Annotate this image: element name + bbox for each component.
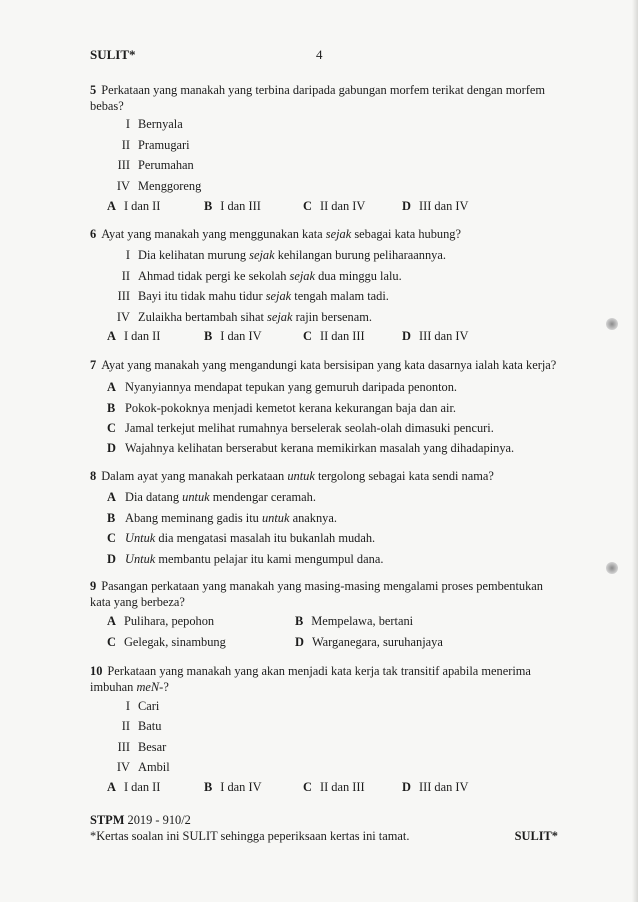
- q5-item: II Pramugari: [121, 138, 190, 152]
- option-d[interactable]: D III dan IV: [402, 780, 469, 794]
- q9-options-row2: [107, 635, 559, 651]
- page-number: 4: [316, 47, 323, 62]
- q5-item: IV Menggoreng: [116, 179, 202, 193]
- footer-sulit: SULIT*: [514, 829, 558, 843]
- q7-option-c[interactable]: C Jamal terkejut melihat rumahnya berselerak seolah-olah dimasuki pencuri.: [107, 421, 494, 435]
- question-8: 8 Dalam ayat yang manakah perkataan untuk tergolong sebagai kata sendi nama?: [90, 469, 494, 483]
- option-c[interactable]: C Gelegak, sinambung: [107, 635, 226, 649]
- option-c[interactable]: C II dan III: [303, 780, 365, 794]
- q7-option-b[interactable]: B Pokok-pokoknya menjadi kemetot kerana kekurangan baja dan air.: [107, 401, 456, 415]
- page-header: [90, 47, 560, 65]
- question-number: 5: [90, 83, 97, 97]
- q8-option-b[interactable]: B Abang meminang gadis itu untuk anaknya.: [107, 511, 337, 525]
- q10-options: [107, 780, 559, 796]
- q5-item: I Bernyala: [125, 117, 183, 131]
- question-5: [90, 82, 558, 114]
- question-10: 10 Perkataan yang manakah yang akan menjadi kata kerja tak transitif apabila menerima imbuhan meN-?: [90, 664, 531, 694]
- q6-item: III Bayi itu tidak mahu tidur sejak tengah malam tadi.: [117, 289, 389, 303]
- question-7: 7 Ayat yang manakah yang mengandungi kata bersisipan yang kata dasarnya ialah kata kerja?: [90, 358, 557, 372]
- option-b[interactable]: B I dan III: [204, 199, 261, 213]
- option-d[interactable]: D III dan IV: [402, 329, 469, 343]
- question-9: 9 Pasangan perkataan yang manakah yang masing-masing mengalami proses pembentukan kata yang berbeza?: [90, 579, 544, 609]
- q6-options: [107, 329, 559, 345]
- q10-item: I Cari: [125, 699, 160, 713]
- q8-option-a[interactable]: A Dia datang untuk mendengar ceramah.: [107, 490, 316, 504]
- option-c[interactable]: C II dan IV: [303, 199, 366, 213]
- option-b[interactable]: B I dan IV: [204, 329, 262, 343]
- option-a[interactable]: A Pulihara, pepohon: [107, 614, 215, 628]
- q9-options-row1: [107, 614, 559, 630]
- q6-item: I Dia kelihatan murung sejak kehilangan burung peliharaannya.: [125, 248, 446, 262]
- page-edge-shadow: [632, 0, 638, 902]
- option-a[interactable]: A I dan II: [107, 780, 161, 794]
- q7-option-a[interactable]: A Nyanyiannya mendapat tepukan yang gemuruh daripada penonton.: [107, 380, 458, 394]
- option-d[interactable]: D III dan IV: [402, 199, 469, 213]
- question-text: Perkataan yang manakah yang terbina daripada gabungan morfem terikat dengan morfem bebas?: [90, 83, 546, 113]
- q8-option-c[interactable]: C Untuk dia mengatasi masalah itu bukanlah mudah.: [107, 531, 376, 545]
- q5-item: III Perumahan: [117, 158, 194, 172]
- header-sulit: SULIT*: [90, 47, 136, 62]
- q10-item: III Besar: [117, 740, 167, 754]
- punch-hole-bottom: [606, 562, 618, 574]
- q10-item: IV Ambil: [116, 760, 170, 774]
- paper-code: STPM 2019 - 910/2: [90, 813, 191, 827]
- question-6: 6 Ayat yang manakah yang menggunakan kata sejak sebagai kata hubung?: [90, 227, 462, 241]
- q5-options: [107, 199, 559, 215]
- q6-item: IV Zulaikha bertambah sihat sejak rajin bersenam.: [116, 310, 372, 324]
- option-b[interactable]: B Mempelawa, bertani: [295, 614, 414, 628]
- q6-item: II Ahmad tidak pergi ke sekolah sejak dua minggu lalu.: [121, 269, 402, 283]
- option-d[interactable]: D Warganegara, suruhanjaya: [295, 635, 443, 649]
- footer-notice: *Kertas soalan ini SULIT sehingga peperiksaan kertas ini tamat. SULIT*: [90, 829, 558, 843]
- punch-hole-top: [606, 318, 618, 330]
- option-a[interactable]: A I dan II: [107, 199, 161, 213]
- q10-item: II Batu: [121, 719, 162, 733]
- option-c[interactable]: C II dan III: [303, 329, 365, 343]
- option-a[interactable]: A I dan II: [107, 329, 161, 343]
- option-b[interactable]: B I dan IV: [204, 780, 262, 794]
- q8-option-d[interactable]: D Untuk membantu pelajar itu kami mengumpul dana.: [107, 552, 384, 566]
- q7-option-d[interactable]: D Wajahnya kelihatan berserabut kerana memikirkan masalah yang dihadapinya.: [107, 441, 515, 455]
